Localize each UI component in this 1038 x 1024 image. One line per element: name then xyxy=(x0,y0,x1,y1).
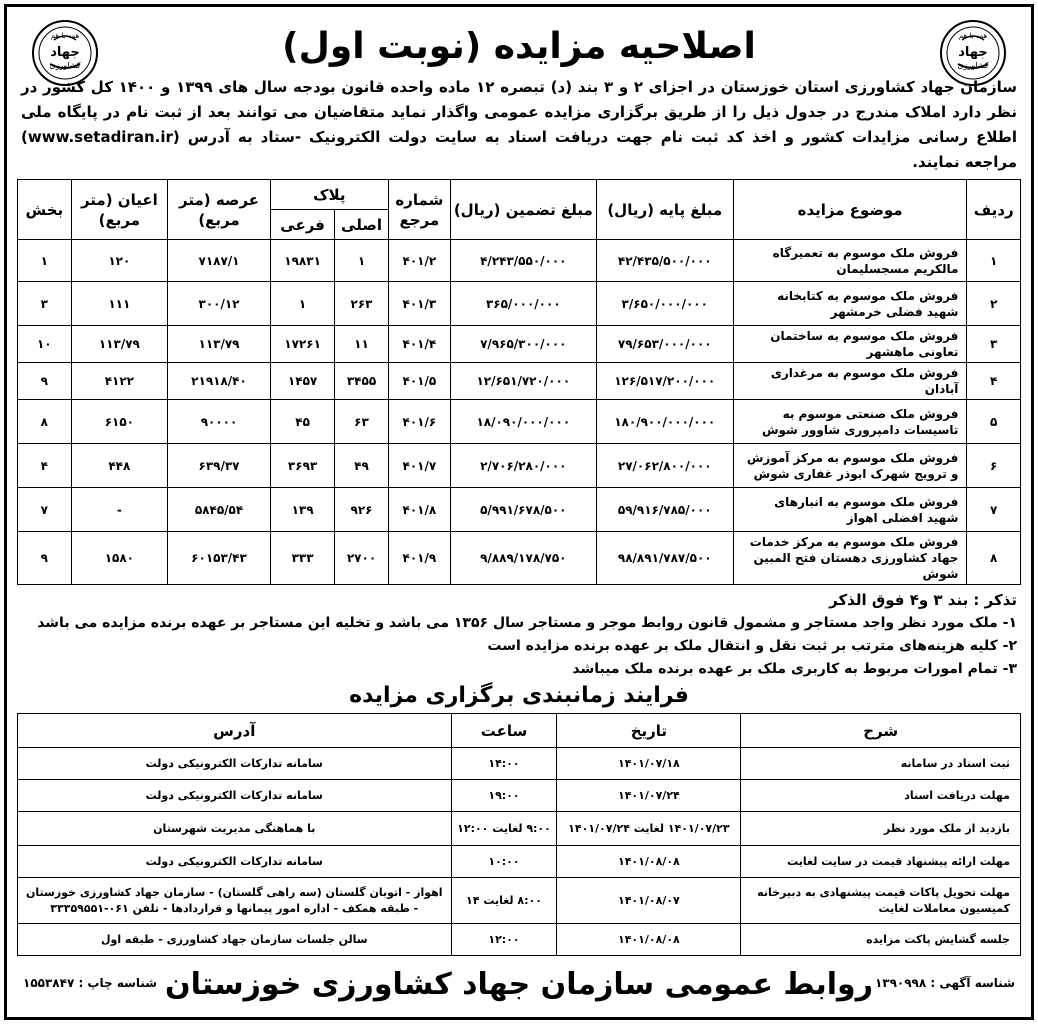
sched-cell-desc: مهلت تحویل پاکات قیمت پیشنهادی به دبیرخانه کمیسیون معاملات لغایت xyxy=(741,878,1021,924)
sched-cell-time: ۱۹:۰۰ xyxy=(451,780,557,812)
cell-row: ۲ xyxy=(967,282,1021,326)
sched-header-time: ساعت xyxy=(451,714,557,748)
header-guarantee: مبلغ تضمین (ریال) xyxy=(450,180,596,240)
cell-plaque-main: ۳۴۵۵ xyxy=(335,363,389,400)
sched-cell-desc: جلسه گشایش پاکت مزایده xyxy=(741,924,1021,956)
schedule-title: فرایند زمانبندی برگزاری مزایده xyxy=(349,683,689,708)
notes xyxy=(17,589,1021,681)
cell-building: ۴۴۸ xyxy=(71,444,167,488)
logo-sub-text: کشاورزی xyxy=(49,61,81,70)
cell-plaque-main: ۶۳ xyxy=(335,400,389,444)
sched-cell-address: اهواز - اتوبان گلستان (سه راهی گلستان) - سازمان جهاد کشاورزی خوزستان - طبقه همکف - اداره امور پیمانها و قراردادها - تلفن ۰۶۱-۳۳۳۵۹۵۵۱ xyxy=(18,878,452,924)
notes-heading: تذکر : بند ۳ و۴ فوق الذکر xyxy=(829,591,1017,609)
logo-right xyxy=(937,17,1009,89)
cell-row: ۴ xyxy=(967,363,1021,400)
page-title: اصلاحیه مزایده (نوبت اول) xyxy=(282,26,756,67)
sched-cell-address: سامانه تدارکات الکترونیکی دولت xyxy=(18,748,452,780)
cell-ref: ۴۰۱/۸ xyxy=(388,488,450,532)
header-plaque-main: اصلی xyxy=(335,210,389,240)
cell-section: ۹ xyxy=(18,363,72,400)
logo-left xyxy=(29,17,101,89)
cell-area: ۳۰۰/۱۲ xyxy=(168,282,271,326)
logo-top-text: همه با هم xyxy=(50,32,80,40)
sched-cell-address: سامانه تدارکات الکترونیکی دولت xyxy=(18,780,452,812)
cell-section: ۴ xyxy=(18,444,72,488)
header-area: عرصه (متر مربع) xyxy=(168,180,271,240)
cell-plaque-sub: ۴۵ xyxy=(270,400,334,444)
sched-cell-desc: بازدید از ملک مورد نظر xyxy=(741,812,1021,846)
cell-row: ۱ xyxy=(967,240,1021,282)
jahad-logo-icon xyxy=(938,18,1008,88)
header-row: ردیف xyxy=(967,180,1021,240)
table-row xyxy=(18,282,1021,326)
cell-base-price: ۱۲۶/۵۱۷/۲۰۰/۰۰۰ xyxy=(596,363,733,400)
cell-plaque-sub: ۳۳۳ xyxy=(270,532,334,585)
sched-cell-date: ۱۴۰۱/۰۷/۱۸ xyxy=(557,748,741,780)
cell-building: ۱۵۸۰ xyxy=(71,532,167,585)
cell-ref: ۴۰۱/۹ xyxy=(388,532,450,585)
note-item: ۱- ملک مورد نظر واجد مستاجر و مشمول قانون روابط موجر و مستاجر سال ۱۳۵۶ می باشد و تخلیه این مستاجر بر عهده برنده مزایده می باشد xyxy=(37,615,1017,631)
sched-cell-date: ۱۴۰۱/۰۸/۰۷ xyxy=(557,878,741,924)
cell-building: ۶۱۵۰ xyxy=(71,400,167,444)
schedule-row xyxy=(18,846,1021,878)
jahad-logo-icon xyxy=(30,18,100,88)
cell-plaque-main: ۱۱ xyxy=(335,326,389,363)
sched-cell-time: ۱۲:۰۰ xyxy=(451,924,557,956)
logo-main-text: جهاد xyxy=(50,45,80,60)
header-plaque: پلاک xyxy=(270,180,388,210)
cell-ref: ۴۰۱/۲ xyxy=(388,240,450,282)
table-row xyxy=(18,326,1021,363)
cell-building: ۱۱۳/۷۹ xyxy=(71,326,167,363)
cell-plaque-sub: ۱ xyxy=(270,282,334,326)
cell-area: ۶۰۱۵۳/۴۳ xyxy=(168,532,271,585)
cell-guarantee: ۵/۹۹۱/۶۷۸/۵۰۰ xyxy=(450,488,596,532)
cell-section: ۷ xyxy=(18,488,72,532)
schedule-row xyxy=(18,878,1021,924)
cell-guarantee: ۷/۹۶۵/۳۰۰/۰۰۰ xyxy=(450,326,596,363)
sched-cell-date: ۱۴۰۱/۰۸/۰۸ xyxy=(557,846,741,878)
cell-area: ۹۰۰۰۰ xyxy=(168,400,271,444)
cell-area: ۷۱۸۷/۱ xyxy=(168,240,271,282)
cell-ref: ۴۰۱/۵ xyxy=(388,363,450,400)
sched-cell-address: با هماهنگی مدیریت شهرستان xyxy=(18,812,452,846)
sched-cell-desc: ثبت اسناد در سامانه xyxy=(741,748,1021,780)
cell-plaque-sub: ۱۹۸۳۱ xyxy=(270,240,334,282)
cell-row: ۶ xyxy=(967,444,1021,488)
cell-building: - xyxy=(71,488,167,532)
cell-row: ۵ xyxy=(967,400,1021,444)
table-row xyxy=(18,363,1021,400)
cell-base-price: ۵۹/۹۱۶/۷۸۵/۰۰۰ xyxy=(596,488,733,532)
sched-cell-desc: مهلت ارائه پیشنهاد قیمت در سایت لغایت xyxy=(741,846,1021,878)
cell-ref: ۴۰۱/۳ xyxy=(388,282,450,326)
table-row xyxy=(18,240,1021,282)
cell-guarantee: ۴/۲۴۳/۵۵۰/۰۰۰ xyxy=(450,240,596,282)
schedule-row xyxy=(18,748,1021,780)
footer-org: روابط عمومی سازمان جهاد کشاورزی خوزستان xyxy=(165,967,873,1002)
cell-subject: فروش ملک موسوم به انبارهای شهید افضلی اهواز xyxy=(733,488,967,532)
cell-section: ۸ xyxy=(18,400,72,444)
table-row xyxy=(18,532,1021,585)
cell-plaque-sub: ۱۷۲۶۱ xyxy=(270,326,334,363)
cell-section: ۳ xyxy=(18,282,72,326)
cell-section: ۹ xyxy=(18,532,72,585)
sched-cell-time: ۱۰:۰۰ xyxy=(451,846,557,878)
cell-plaque-sub: ۱۳۹ xyxy=(270,488,334,532)
cell-guarantee: ۲/۷۰۶/۲۸۰/۰۰۰ xyxy=(450,444,596,488)
schedule-row xyxy=(18,780,1021,812)
cell-ref: ۴۰۱/۴ xyxy=(388,326,450,363)
header-base-price: مبلغ پایه (ریال) xyxy=(596,180,733,240)
intro-paragraph: سازمان جهاد کشاورزی استان خوزستان در اجزای ۲ و ۳ بند (د) تبصره ۱۲ ماده واحده قانون بودجه سال های ۱۳۹۹ و ۱۴۰۰ کل کشور در نظر دارد املاک مندرج در جدول ذیل را از طریق برگزاری مزایده عمومی واگذار نماید متقاضیان می توانند بعد از ثبت نام در پایگاه ملی اطلاع رسانی مزایدات کشور و اخذ کد ثبت نام جهت دریافت اسناد به سایت دولت الکترونیک -ستاد به آدرس (www.setadiran.ir) مراجعه نمایند. xyxy=(21,78,1017,171)
cell-subject: فروش ملک موسوم به تعمیرگاه مالکریم مسجسلیمان xyxy=(733,240,967,282)
cell-base-price: ۹۸/۸۹۱/۷۸۷/۵۰۰ xyxy=(596,532,733,585)
cell-guarantee: ۹/۸۸۹/۱۷۸/۷۵۰ xyxy=(450,532,596,585)
cell-area: ۲۱۹۱۸/۴۰ xyxy=(168,363,271,400)
cell-subject: فروش ملک موسوم به مرکز آموزش و ترویج شهرک ابوذر غفاری شوش xyxy=(733,444,967,488)
cell-row: ۷ xyxy=(967,488,1021,532)
cell-section: ۱۰ xyxy=(18,326,72,363)
note-item: ۳- تمام امورات مربوط به کاربری ملک بر عهده برنده ملک میباشد xyxy=(572,661,1017,677)
sched-header-address: آدرس xyxy=(18,714,452,748)
header-plaque-sub: فرعی xyxy=(270,210,334,240)
cell-plaque-main: ۴۹ xyxy=(335,444,389,488)
cell-row: ۸ xyxy=(967,532,1021,585)
cell-subject: فروش ملک موسوم به مرکز خدمات جهاد کشاورزی دهستان فتح المبین شوش xyxy=(733,532,967,585)
sched-cell-date: ۱۴۰۱/۰۸/۰۸ xyxy=(557,924,741,956)
cell-plaque-main: ۲۶۳ xyxy=(335,282,389,326)
schedule-row xyxy=(18,924,1021,956)
sched-cell-desc: مهلت دریافت اسناد xyxy=(741,780,1021,812)
auction-notice xyxy=(4,4,1034,1020)
cell-base-price: ۳/۶۵۰/۰۰۰/۰۰۰ xyxy=(596,282,733,326)
sched-cell-address: سالن جلسات سازمان جهاد کشاورزی - طبقه اول xyxy=(18,924,452,956)
cell-building: ۱۲۰ xyxy=(71,240,167,282)
sched-cell-date: ۱۴۰۱/۰۷/۲۴ xyxy=(557,780,741,812)
cell-guarantee: ۱۲/۶۵۱/۷۲۰/۰۰۰ xyxy=(450,363,596,400)
table-row xyxy=(18,488,1021,532)
schedule-row xyxy=(18,812,1021,846)
cell-subject: فروش ملک موسوم به کتابخانه شهید فضلی خرمشهر xyxy=(733,282,967,326)
sched-cell-time: ۱۴:۰۰ xyxy=(451,748,557,780)
header-section: بخش xyxy=(18,180,72,240)
sched-cell-time: ۸:۰۰ لغایت ۱۴ xyxy=(451,878,557,924)
cell-subject: فروش ملک موسوم به مرغداری آبادان xyxy=(733,363,967,400)
cell-plaque-main: ۲۷۰۰ xyxy=(335,532,389,585)
table-row xyxy=(18,444,1021,488)
sched-header-desc: شرح xyxy=(741,714,1021,748)
logo-sub-text: کشاورزی xyxy=(957,61,989,70)
cell-guarantee: ۱۸/۰۹۰/۰۰۰/۰۰۰ xyxy=(450,400,596,444)
logo-top-text: همه با هم xyxy=(958,32,988,40)
cell-plaque-main: ۹۲۶ xyxy=(335,488,389,532)
cell-base-price: ۱۸۰/۹۰۰/۰۰۰/۰۰۰ xyxy=(596,400,733,444)
cell-base-price: ۷۹/۶۵۳/۰۰۰/۰۰۰ xyxy=(596,326,733,363)
header-subject: موضوع مزایده xyxy=(733,180,967,240)
cell-building: ۴۱۲۲ xyxy=(71,363,167,400)
schedule-table xyxy=(17,713,1021,956)
sched-cell-address: سامانه تدارکات الکترونیکی دولت xyxy=(18,846,452,878)
cell-row: ۳ xyxy=(967,326,1021,363)
header-building: اعیان (متر مربع) xyxy=(71,180,167,240)
cell-area: ۵۸۴۵/۵۴ xyxy=(168,488,271,532)
footer xyxy=(17,960,1021,1010)
cell-guarantee: ۳۶۵/۰۰۰/۰۰۰ xyxy=(450,282,596,326)
cell-ref: ۴۰۱/۶ xyxy=(388,400,450,444)
cell-section: ۱ xyxy=(18,240,72,282)
cell-plaque-sub: ۱۴۵۷ xyxy=(270,363,334,400)
sched-cell-time: ۹:۰۰ لغایت ۱۲:۰۰ xyxy=(451,812,557,846)
sched-header-date: تاریخ xyxy=(557,714,741,748)
logo-main-text: جهاد xyxy=(958,45,988,60)
cell-base-price: ۴۲/۴۳۵/۵۰۰/۰۰۰ xyxy=(596,240,733,282)
print-id: شناسه چاپ : ۱۵۵۳۸۴۷ xyxy=(23,976,158,990)
sched-cell-date: ۱۴۰۱/۰۷/۲۳ لغایت ۱۴۰۱/۰۷/۲۴ xyxy=(557,812,741,846)
table-row xyxy=(18,400,1021,444)
cell-plaque-main: ۱ xyxy=(335,240,389,282)
cell-building: ۱۱۱ xyxy=(71,282,167,326)
auction-items-table xyxy=(17,179,1021,585)
cell-ref: ۴۰۱/۷ xyxy=(388,444,450,488)
cell-subject: فروش ملک صنعتی موسوم به تاسیسات دامپروری شاوور شوش xyxy=(733,400,967,444)
header-ref: شماره مرجع xyxy=(388,180,450,240)
cell-subject: فروش ملک موسوم به ساختمان تعاونی ماهشهر xyxy=(733,326,967,363)
ad-id: شناسه آگهی : ۱۳۹۰۹۹۸ xyxy=(874,976,1015,990)
cell-plaque-sub: ۳۶۹۳ xyxy=(270,444,334,488)
cell-area: ۶۳۹/۳۷ xyxy=(168,444,271,488)
note-item: ۲- کلیه هزینه‌های مترتب بر ثبت نقل و انتقال ملک بر عهده برنده مزایده است xyxy=(487,638,1017,654)
cell-base-price: ۲۷/۰۶۲/۸۰۰/۰۰۰ xyxy=(596,444,733,488)
cell-area: ۱۱۳/۷۹ xyxy=(168,326,271,363)
